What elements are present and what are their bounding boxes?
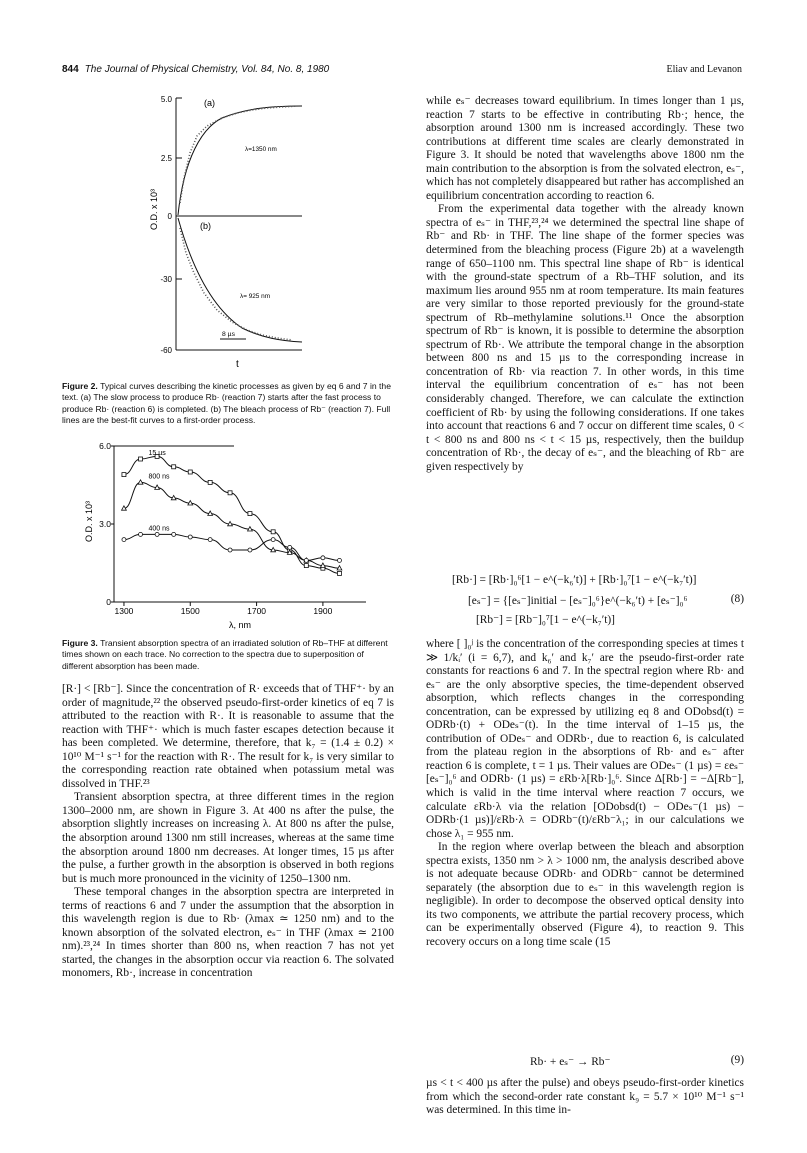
figure-3-chart [62,440,396,630]
fig3-point [248,548,252,552]
paragraph: In the region where overlap between the bleach and absorption spectra exists, 1350 nm > λ > 1000 nm, the analysis described above is not adequate because ODRb· and ODRb⁻ cannot be determined separately (the absorption due to eₛ⁻ in this wavelength region is negligible). In order to decompose the observed optical density into its two components, we attribute the partial recovery process, which can be experimentally observed (Figure 4), to reaction 9. This recovery occurs on a long time scale (15 [426,841,744,949]
figure-2-caption [62,381,396,427]
fig3-point [139,457,143,461]
fig2-ytick-2-5: 2.5 [160,154,172,163]
right-column-text-3 [426,1077,744,1118]
fig3-series-line [124,534,340,560]
equation-9-text: Rb· + eₛ⁻ → Rb⁻ [530,1056,611,1068]
paragraph: These temporal changes in the absorption spectra are interpreted in terms of reactions 6 and 7 under the assumption that the absorption in this wavelength region is due to Rb· (λmax ≃ 1250 nm) and to the known absorption of the solvated electron, eₛ⁻ in THF (λmax ≃ 2100 nm).²³,²⁴ In times shorter than 800 ns, when reaction 7 has not yet started, the changes in the absorption occur via reaction 6. The solvated monomers, Rb·, increase in concentration [62,886,394,980]
fig3-point [321,556,325,560]
fig3-xaxis-label: λ, nm [228,620,252,630]
fig3-point [228,491,232,495]
equation-8-line-2: [eₛ⁻] = {[eₛ⁻]initial − [eₛ⁻]₀⁶}e^(−k₆′t) + [eₛ⁻]₀⁶ [468,595,688,607]
fig3-point [288,545,292,549]
fig3-point [271,530,275,534]
fig3-point [208,538,212,542]
fig3-xtick-label: 1700 [247,606,267,616]
paragraph: From the experimental data together with the already known spectra of eₛ⁻ in THF,²³,²⁴ we determined the spectral line shape of Rb⁻ and Rb· in THF. The line shape of the former species was determined from the bleaching process (Figure 2b) at a wavelength range of 650–1100 nm. This spectral line shape of Rb⁻ is identical with the ground-state spectrum of a Rb–THF solution, and its maximum lies around 955 nm at room temperature. Its main features are very similar to those reported previously for the ground-state spectrum of Rb–methylamine solutions.¹¹ Once the absorption spectrum of Rb⁻ is known, it is possible to determine the absorption spectrum of Rb·. We attribute the temporal change in the absorption between 800 ns and 15 µs to the corresponding increase in concentration of Rb· via reaction 7. In other words, in this time interval the equilibrium concentration of eₛ⁻ has not been considerably changed. Therefore, we can calculate the extinction coefficient of Rb· by using the following considerations. If one takes into account that reactions 6 and 7 occur on different time scales, 0 < t < 800 ns and 800 ns < t < 15 µs, respectively, then the buildup concentration of Rb·, the decay of eₛ⁻, and the bleaching of Rb⁻ are given respectively by [426,203,744,473]
fig3-ytick-label: 3.0 [99,519,111,529]
figure-2-caption-text: Typical curves describing the kinetic processes as given by eq 6 and 7 in the text. (a) The slow process to produce Rb· (reaction 7) starts after the fast process to produce Rb· (reaction 6) is completed. (b) The bleach process of Rb⁻ (reaction 7). Full lines are the best-fit curves to a first-order process. [62,381,391,426]
fig3-yaxis-label: O.D. x 10³ [84,500,94,542]
fig3-point [208,480,212,484]
fig3-point [122,473,126,477]
equation-9-number: (9) [730,1054,744,1066]
right-column-text-2 [426,638,744,950]
paragraph: µs < t < 400 µs after the pulse) and obeys pseudo-first-order kinetics from which the second-order rate constant k₉ = 5.7 × 10¹⁰ M⁻¹ s⁻¹ was determined. In this time in- [426,1077,744,1117]
paragraph: [R·] < [Rb⁻]. Since the concentration of R· exceeds that of THF⁺· by an order of magnitude,²² the observed pseudo-first-order kinetics of eq 7 is attributed to the reaction with R·. It is reasonable to assume that the reaction with THF⁺· which is much faster escapes detection because it has been completed. We determine, therefore, that k₇ = (1.4 ± 0.2) × 10¹⁰ M⁻¹ s⁻¹ for the reaction with R·. The result for k₇ is very similar to the corresponding reaction rate obtained when potassium metal was dissolved in THF.²³ [62,683,394,790]
page-header [62,64,742,80]
fig2-scale-bar-label: 8 µs [222,331,235,338]
fig3-point [122,538,126,542]
fig3-point [304,558,308,562]
fig2-ytick-60: -60 [160,346,172,355]
fig3-xtick-label: 1300 [114,606,134,616]
fig3-point [304,564,308,568]
fig2-label-1350nm: λ=1350 nm [245,146,277,153]
fig3-point [188,470,192,474]
fig3-xtick-label: 1900 [313,606,333,616]
fig2-yaxis-label: O.D. x 10³ [149,188,159,230]
fig3-point [188,535,192,539]
fig3-series-label: 800 ns [148,473,170,481]
fig2-ytick-5: 5.0 [160,95,172,104]
fig3-point [138,480,143,484]
figure-3-caption-label: Figure 3. [62,638,98,648]
fig3-point [155,532,159,536]
figure-2-frame [176,98,302,350]
fig3-point [337,571,341,575]
page-number: 844 [62,64,79,75]
figure-2-caption-label: Figure 2. [62,381,98,391]
fig3-ytick-label: 6.0 [99,441,111,451]
fig3-point [248,512,252,516]
fig3-point [172,465,176,469]
left-column-text [62,683,394,981]
fig2-xaxis-label: t [236,359,239,370]
fig3-series-label: 15 µs [148,450,166,457]
fig3-point [337,558,341,562]
fig3-xtick-label: 1500 [180,606,200,616]
equation-8-line-1: [Rb·] = [Rb·]₀⁶[1 − e^(−k₆′t)] + [Rb·]₀⁷[1 − e^(−k₇′t)] [452,574,697,586]
fig3-ytick-label: 0 [106,597,111,607]
paragraph: where [ ]₀ʲ is the concentration of the corresponding species at times t ≫ 1/kᵢ′ (i = 6,7), and k₆′ and k₇′ are the pseudo-first-order rate constants for reactions 6 and 7. In the spectral region where Rb· and eₛ⁻ are the only absorptive species, the time-dependent observed absorption, which reflects changes in the corresponding concentration, can be expressed by utilizing eq 8 and ODobsd(t) = ODRb·(t) + ODeₛ⁻(t). In the time interval of 1–15 µs, the contribution of ODeₛ⁻ and ODRb·, due to reaction 6, is calculated from the plateau region in the absorptions of Rb· and eₛ⁻ after reaction 6 is complete, t = 1 µs. Their values are ODeₛ⁻ (1 µs) = εeₛ⁻ [eₛ⁻]₀⁶ and ODRb· (1 µs) = εRb·λ[Rb·]₀⁶. Since Δ[Rb·] = −Δ[Rb⁻], which is valid in the time interval where reaction 7 occurs, we calculate εRb·λ via the relation [ODobsd(t) − ODeₛ⁻(1 µs) − ODRb·(1 µs)]/εRb·λ = ODRb⁻(t)/εRb⁻λ₁; in our calculations we chose λ₁ = 955 nm. [426,638,744,840]
paragraph: Transient absorption spectra, at three different times in the region 1300–2000 nm, are shown in Figure 3. At 400 ns after the pulse, the absorption slightly increases on increasing λ. At 800 ns after the pulse, the absorption around 1300 nm still increases, whereas at the same time the absorption around 1800 nm decreases. At longer times, 15 µs after the pulse, a further growth in the absorption is observed in both regions but is much more pronounced in the vicinity of 1250–1300 nm. [62,791,394,885]
fig3-axes [114,446,366,602]
equation-8 [426,570,744,630]
fig3-point [271,538,275,542]
right-column-text [426,95,744,474]
fig3-series-label: 400 ns [148,525,170,533]
fig3-point [228,548,232,552]
fig3-point [172,532,176,536]
fig3-point [139,532,143,536]
equation-9 [426,1054,744,1070]
equation-8-number: (8) [730,593,744,605]
equation-8-line-3: [Rb⁻] = [Rb⁻]₀⁷[1 − e^(−k₇′t)] [476,614,615,626]
figure-2 [62,88,396,380]
fig2-label-925nm: λ= 925 nm [240,293,271,300]
fig2-ytick-0: 0 [167,212,172,221]
journal-citation: The Journal of Physical Chemistry, Vol. 84, No. 8, 1980 [84,64,330,75]
fig2-panel-a-label: (a) [204,98,215,108]
figure-3-caption-text: Transient absorption spectra of an irradiated solution of Rb–THF at different times shown on each trace. No correction to the spectra due to superposition of different absorption has been made. [62,638,388,671]
running-authors: Eliav and Levanon [666,64,742,75]
fig2-ytick-30: -30 [160,275,172,284]
fig2-curve-a [178,106,302,215]
figure-3-caption [62,638,396,672]
fig2-dots-a [180,106,297,203]
paragraph: while eₛ⁻ decreases toward equilibrium. In times longer than 1 µs, reaction 7 starts to be effective in contributing Rb·; hence, the absorption around 1300 nm is increased accordingly. These two contributions at different time scales are clearly demonstrated in Figure 3. It should be noted that wavelengths above 1800 nm the main contribution to the absorption is from the solvated electron, eₛ⁻, which has not completely disappeared but rather has accomplished an equilibrium concentration according to reaction 6. [426,95,744,202]
fig2-curve-b [178,218,302,342]
fig2-panel-b-label: (b) [200,221,211,231]
